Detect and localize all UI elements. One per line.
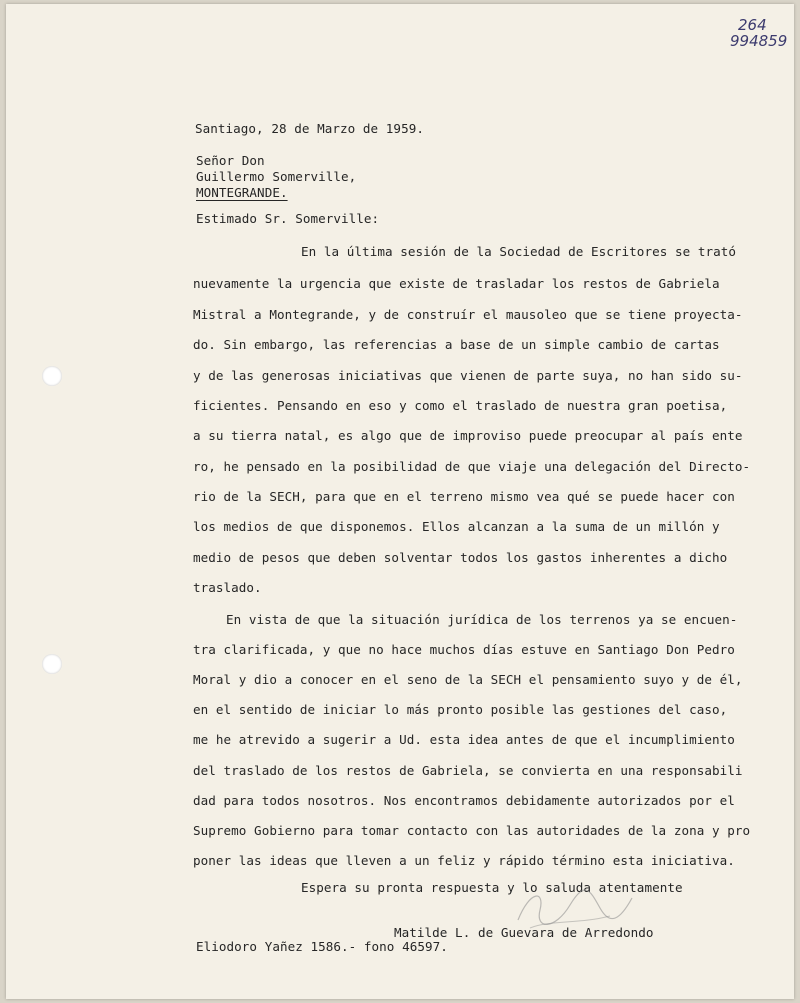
recipient-line-2: Guillermo Somerville, [196, 169, 357, 184]
archive-ref-line-2: 994859 [730, 32, 788, 50]
body-line: rio de la SECH, para que en el terreno mismo vea qué se puede hacer con [193, 489, 735, 504]
body-line: en el sentido de iniciar lo más pronto posible las gestiones del caso, [193, 702, 728, 717]
body-line: del traslado de los restos de Gabriela, se convierta en una responsabili [193, 763, 743, 778]
body-line: medio de pesos que deben solventar todos los gastos inherentes a dicho [193, 550, 728, 565]
body-line: los medios de que disponemos. Ellos alcanzan a la suma de un millón y [193, 519, 720, 534]
body-line: me he atrevido a sugerir a Ud. esta idea antes de que el incumplimiento [193, 732, 735, 747]
archive-reference [730, 17, 787, 49]
body-line: ficientes. Pensando en eso y como el traslado de nuestra gran poetisa, [193, 398, 728, 413]
punch-hole-top [42, 366, 62, 386]
body-line: nuevamente la urgencia que existe de trasladar los restos de Gabriela [193, 276, 720, 291]
signature-name: Matilde L. de Guevara de Arredondo [394, 925, 654, 940]
sender-address: Eliodoro Yañez 1586.- fono 46597. [196, 939, 448, 954]
punch-hole-bottom [42, 654, 62, 674]
letter-date: Santiago, 28 de Marzo de 1959. [195, 121, 424, 136]
body-line: ro, he pensado en la posibilidad de que viaje una delegación del Directo- [193, 459, 751, 474]
recipient-line-3: MONTEGRANDE. [196, 185, 288, 200]
body-line: Mistral a Montegrande, y de construír el mausoleo que se tiene proyecta- [193, 307, 743, 322]
body-line: poner las ideas que lleven a un feliz y rápido término esta iniciativa. [193, 853, 735, 868]
closing-line: Espera su pronta respuesta y lo saluda atentamente [301, 880, 683, 895]
archive-ref-line-1: 264 [738, 16, 767, 34]
body-line: Supremo Gobierno para tomar contacto con las autoridades de la zona y pro [193, 823, 751, 838]
body-line: Moral y dio a conocer en el seno de la SECH el pensamiento suyo y de él, [193, 672, 743, 687]
salutation: Estimado Sr. Somerville: [196, 211, 380, 226]
body-line: a su tierra natal, es algo que de improviso puede preocupar al país ente [193, 428, 743, 443]
body-line: dad para todos nosotros. Nos encontramos debidamente autorizados por el [193, 793, 735, 808]
recipient-line-1: Señor Don [196, 153, 265, 168]
body-line: tra clarificada, y que no hace muchos días estuve en Santiago Don Pedro [193, 642, 735, 657]
body-line: En vista de que la situación jurídica de los terrenos ya se encuen- [226, 612, 738, 627]
body-line: y de las generosas iniciativas que vienen de parte suya, no han sido su- [193, 368, 743, 383]
body-line: traslado. [193, 580, 262, 595]
body-line: En la última sesión de la Sociedad de Escritores se trató [301, 244, 737, 259]
body-line: do. Sin embargo, las referencias a base de un simple cambio de cartas [193, 337, 720, 352]
